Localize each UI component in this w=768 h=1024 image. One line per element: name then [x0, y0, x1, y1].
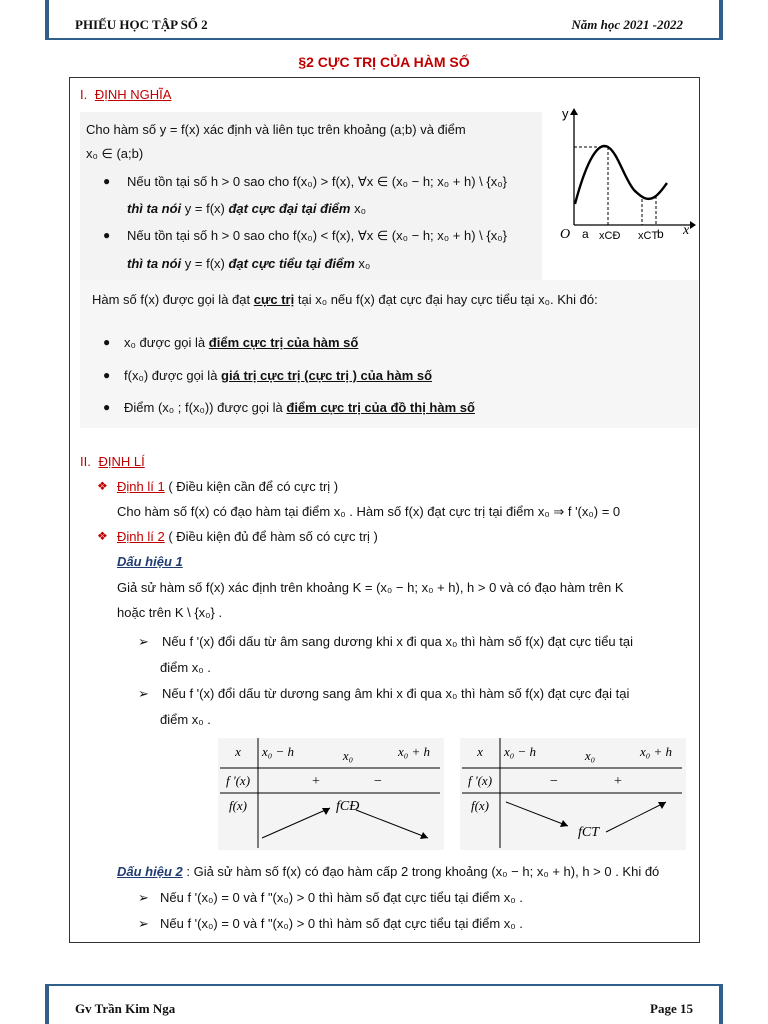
table-col-right: x₀ + h [397, 744, 431, 759]
table-col-left: x₀ − h [262, 744, 295, 759]
table-col-right: x₀ + h [639, 744, 673, 759]
footer-page-number: Page 15 [650, 1001, 693, 1016]
theorem-1-line [117, 479, 338, 494]
table-col-mid: x₀ [342, 748, 354, 763]
definition-max-conclusion [127, 201, 366, 216]
table-derivative-label: f '(x) [225, 773, 251, 788]
sign-1-case-max-2: điểm x₀ . [160, 712, 211, 727]
point-x0: x₀ [354, 201, 366, 216]
section-2-number: II. [80, 454, 91, 469]
point-x0: x₀ [358, 256, 371, 271]
definition-intro: Cho hàm số y = f(x) xác định và liên tục trên khoảng (a;b) và điểm [86, 122, 466, 137]
table-derivative-label: f '(x) [467, 773, 493, 788]
definition-shade [80, 112, 542, 280]
section-2-heading [80, 454, 145, 469]
table-sign-right: + [614, 774, 622, 789]
summary-term: cực trị [253, 292, 295, 307]
footer-right-bar [719, 984, 723, 1024]
table-function-label: f(x) [470, 798, 490, 813]
sign-1-label: Dấu hiệu 1 [117, 554, 183, 569]
xct-label: xCT [638, 230, 659, 242]
sign-2-label: Dấu hiệu 2 [117, 864, 183, 879]
header-school-year: Năm học 2021 -2022 [571, 17, 683, 32]
footer-author: Gv Trần Kim Nga [75, 1001, 176, 1016]
sign-1-body-2: hoặc trên K \ {x₀} . [117, 605, 223, 620]
arrow-bullet-icon: ➢ [138, 634, 149, 649]
bullet-dot: ● [103, 228, 111, 242]
diamond-icon: ❖ [97, 529, 108, 543]
arrow-bullet-icon: ➢ [138, 890, 149, 905]
conclusion-prefix: thì ta nói [127, 201, 185, 216]
definition-intro-2: x₀ ∈ (a;b) [86, 146, 144, 161]
header-left-bar [45, 0, 49, 40]
footer-left-bar [45, 984, 49, 1024]
sign-1-case-max: Nếu f '(x) đổi dấu từ dương sang âm khi x đi qua x₀ thì hàm số f(x) đạt cực đại tại [162, 686, 630, 701]
extremum-summary [92, 292, 598, 307]
header-right-bar [719, 0, 723, 40]
theorem-1-body: Cho hàm số f(x) có đạo hàm tại điểm x₀ . Hàm số f(x) đạt cực trị tại điểm x₀ ⇒ f '(x₀) = 0 [117, 504, 621, 519]
sign-2-case-1: Nếu f '(x₀) = 0 và f "(x₀) > 0 thì hàm số đạt cực tiểu tại điểm x₀ . [160, 890, 523, 905]
x-axis-label: x [683, 223, 690, 238]
variation-table-min [460, 738, 686, 850]
bullet-dot: ● [103, 400, 111, 414]
table-sign-right: − [374, 774, 382, 789]
sign-1-body: Giả sử hàm số f(x) xác định trên khoảng K = (x₀ − h; x₀ + h), h > 0 và có đạo hàm trên K [117, 580, 624, 595]
summary-item-graph-point [124, 400, 475, 415]
table-extremum-label: fCT [578, 825, 600, 840]
y-axis-label: y [562, 106, 569, 121]
theorem-2-desc: ( Điều kiện đủ để hàm số có cực trị ) [164, 529, 378, 544]
diamond-icon: ❖ [97, 479, 108, 493]
conclusion-text: đạt cực tiểu tại điểm [224, 256, 359, 271]
variation-table-max [218, 738, 444, 850]
item-prefix: x₀ được gọi là [124, 335, 209, 350]
y-axis-arrow [570, 108, 578, 115]
sign-2-case-2: Nếu f '(x₀) = 0 và f "(x₀) > 0 thì hàm số đạt cực tiểu tại điểm x₀ . [160, 916, 523, 931]
summary-item-value [124, 368, 432, 383]
page-title: §2 CỰC TRỊ CỦA HÀM SỐ [298, 54, 470, 70]
conclusion-text: đạt cực đại tại điểm [224, 201, 355, 216]
summary-text-c: tại x₀ nếu f(x) đạt cực đại hay cực tiểu tại x₀. Khi đó: [294, 292, 598, 307]
theorem-2-label: Định lí 2 [117, 529, 165, 544]
table-sign-left: + [312, 774, 320, 789]
item-prefix: f(x₀) được gọi là [124, 368, 222, 383]
sign-1-case-min-2: điểm x₀ . [160, 660, 211, 675]
theorem-1-label: Định lí 1 [117, 479, 165, 494]
summary-item-point [124, 335, 358, 350]
table-col-left: x₀ − h [504, 744, 537, 759]
function-expr: y = f(x) [184, 256, 225, 271]
definition-min-condition: Nếu tồn tại số h > 0 sao cho f(x₀) < f(x), ∀x ∈ (x₀ − h; x₀ + h) \ {x₀} [127, 228, 507, 243]
function-curve [575, 146, 667, 204]
footer-rule [49, 984, 719, 986]
header-title: PHIẾU HỌC TẬP SỐ 2 [75, 17, 208, 32]
xcd-label: xCĐ [599, 230, 621, 242]
item-term: điểm cực trị của đồ thị hàm số [286, 400, 475, 415]
arrow-bullet-icon: ➢ [138, 686, 149, 701]
table-col-mid: x₀ [584, 748, 596, 763]
table-function-label: f(x) [228, 798, 248, 813]
bullet-dot: ● [103, 174, 111, 188]
summary-text-a: Hàm số f(x) được gọi là đạt [92, 292, 254, 307]
theorem-2-line [117, 529, 378, 544]
bullet-dot: ● [103, 335, 111, 349]
item-prefix: Điểm (x₀ ; f(x₀)) được gọi là [124, 400, 287, 415]
page-header [45, 0, 723, 40]
conclusion-prefix: thì ta nói [127, 256, 185, 271]
item-term: điểm cực trị của hàm số [208, 335, 359, 350]
function-expr: y = f(x) [184, 201, 225, 216]
section-2-title: ĐỊNH LÍ [98, 454, 145, 469]
section-1-number: I. [80, 87, 88, 102]
definition-min-conclusion [127, 256, 370, 271]
table-extremum-label: fCĐ [336, 799, 360, 814]
b-label: b [657, 227, 664, 241]
theorem-1-desc: ( Điều kiện cần để có cực trị ) [164, 479, 339, 494]
table-x-label: x [235, 744, 241, 759]
sign-2-body: : Giả sử hàm số f(x) có đạo hàm cấp 2 trong khoảng (x₀ − h; x₀ + h), h > 0 . Khi đó [182, 864, 660, 879]
sign-1-case-min: Nếu f '(x) đổi dấu từ âm sang dương khi x đi qua x₀ thì hàm số f(x) đạt cực tiểu tại [162, 634, 633, 649]
bullet-dot: ● [103, 368, 111, 382]
item-term: giá trị cực trị (cực trị ) của hàm số [221, 368, 433, 383]
page-footer [45, 984, 723, 1024]
a-label: a [582, 227, 589, 241]
section-1-title: ĐỊNH NGHĨA [94, 87, 172, 102]
x-axis-arrow [690, 221, 696, 229]
arrow-bullet-icon: ➢ [138, 916, 149, 931]
table-x-label: x [477, 744, 483, 759]
sign-2-line [117, 864, 659, 879]
extremum-graph-figure [556, 100, 696, 245]
origin-label: O [560, 227, 571, 242]
section-1-heading [80, 87, 171, 102]
table-sign-left: − [550, 774, 558, 789]
header-rule [49, 38, 719, 40]
definition-max-condition: Nếu tồn tại số h > 0 sao cho f(x₀) > f(x), ∀x ∈ (x₀ − h; x₀ + h) \ {x₀} [127, 174, 507, 189]
